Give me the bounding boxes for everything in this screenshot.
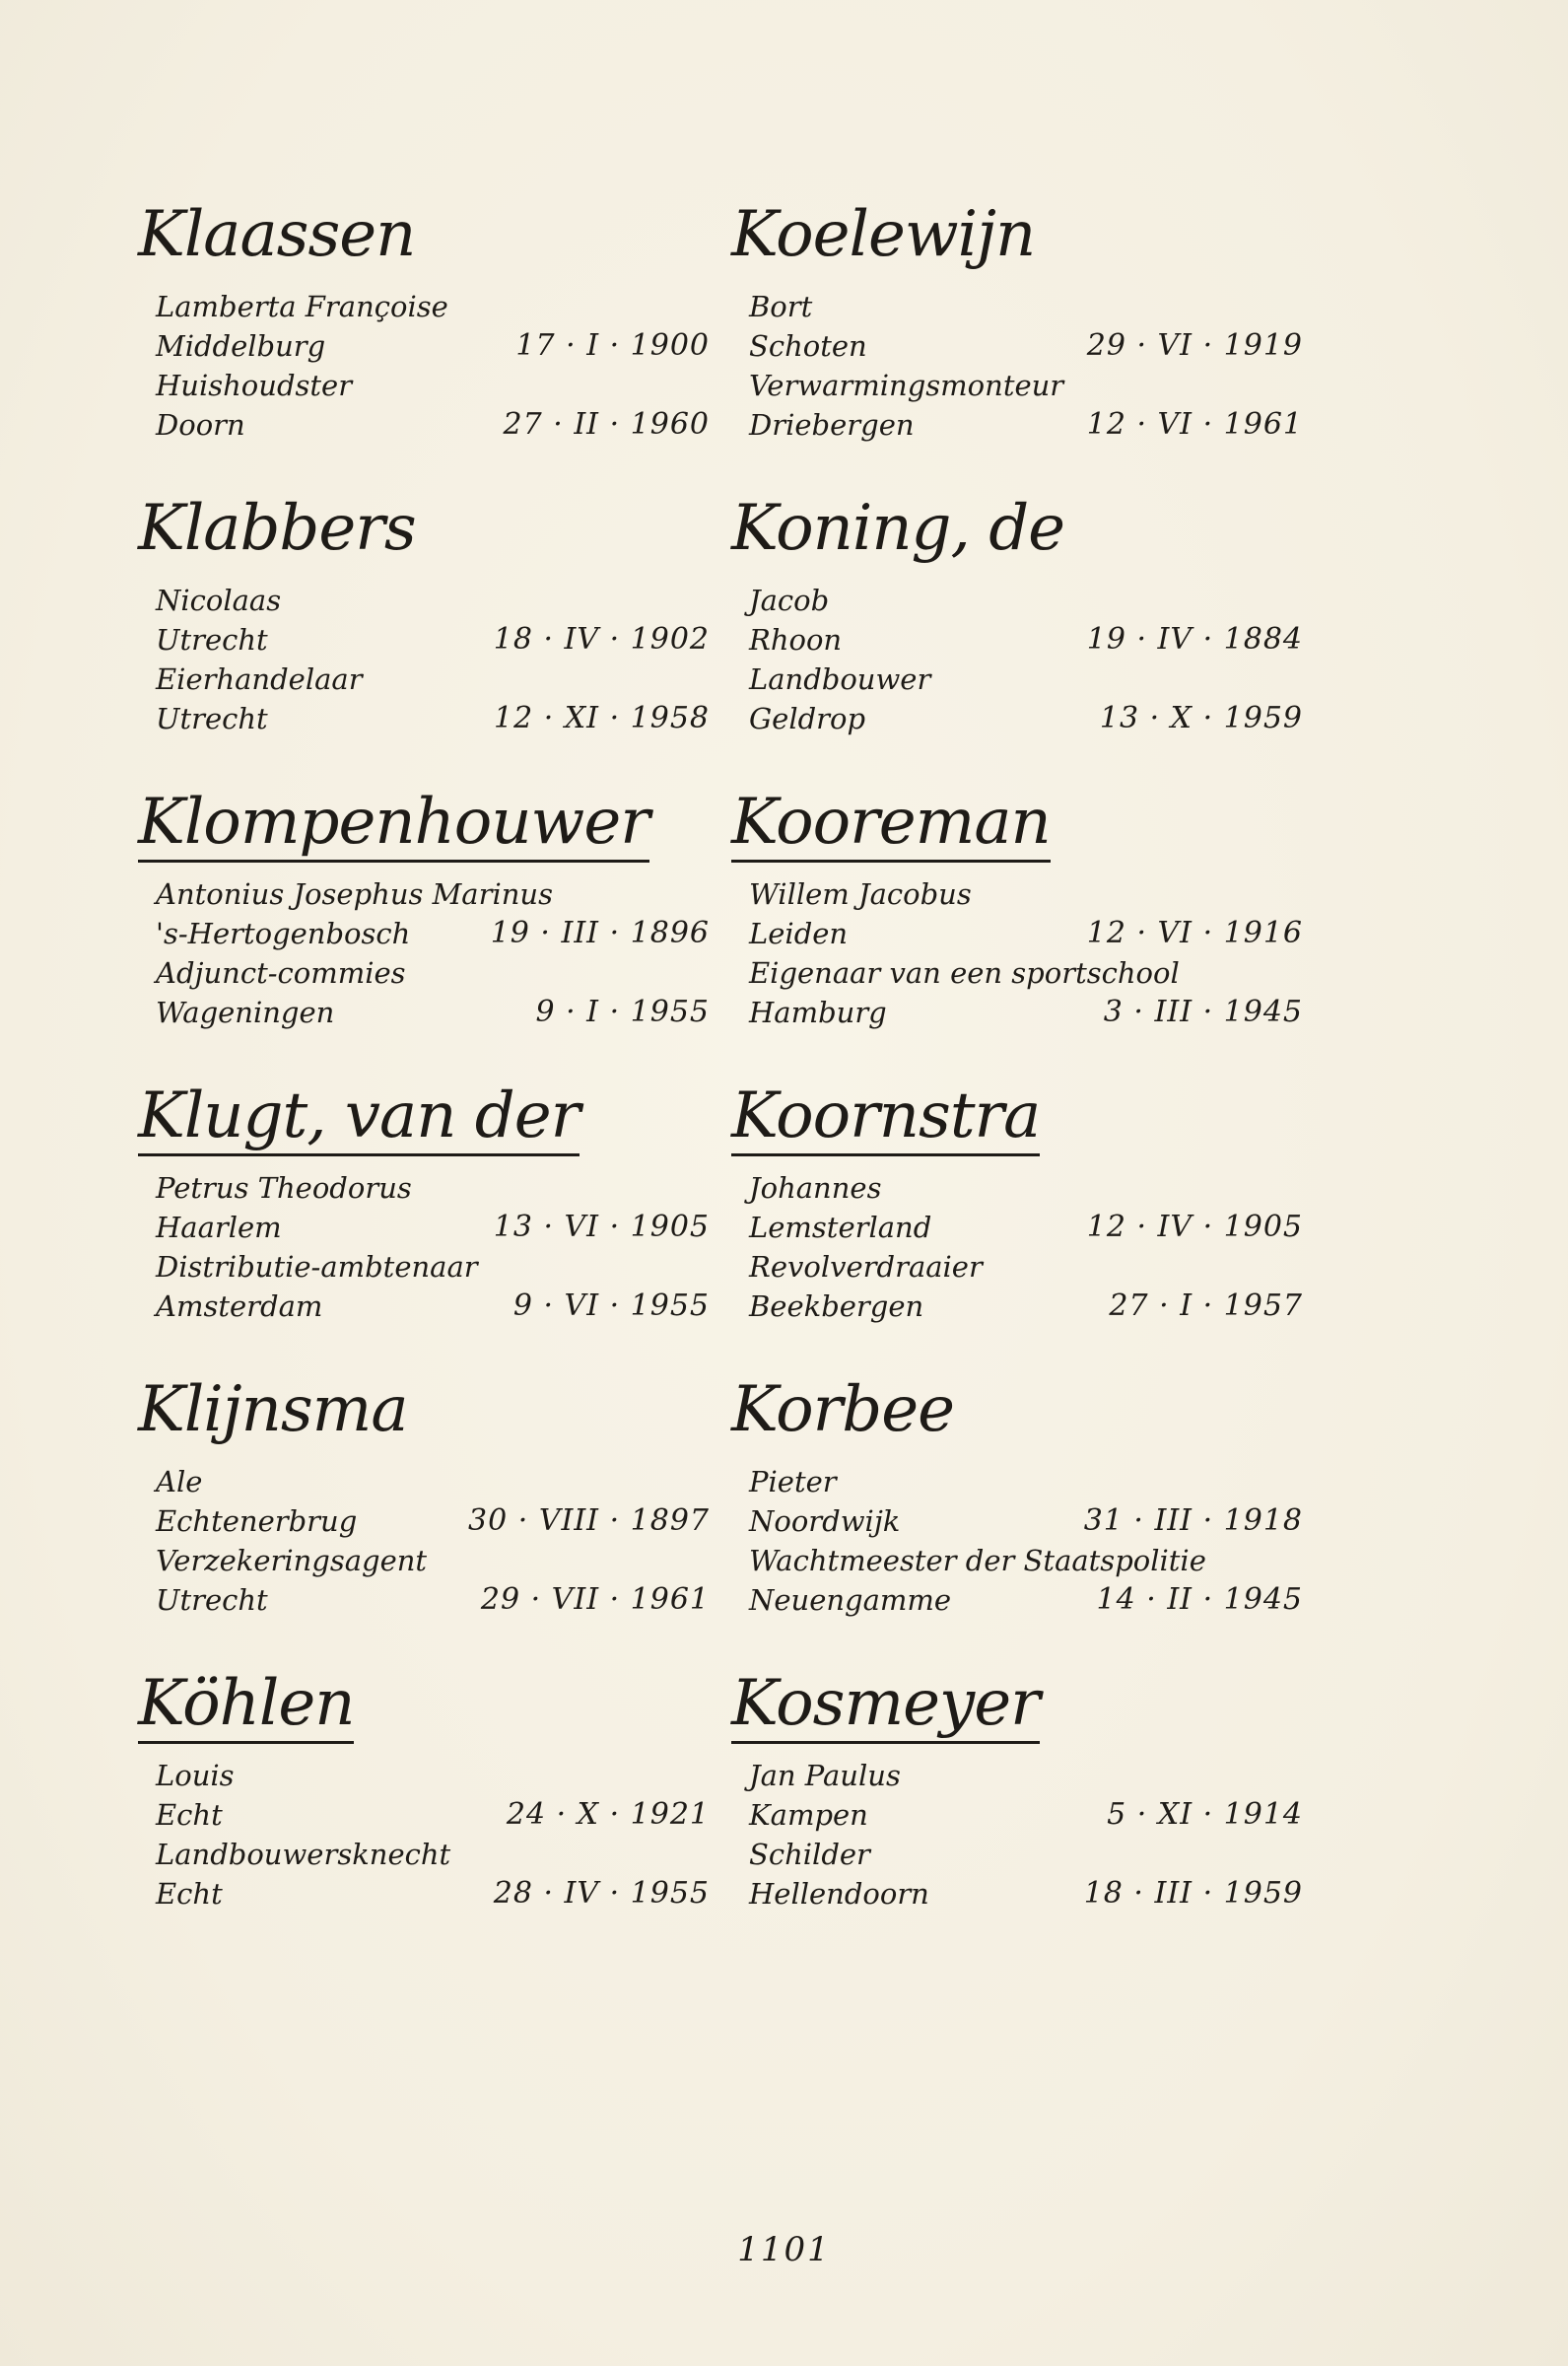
occupation: Adjunct-commies [156, 956, 406, 990]
surname: Kosmeyer [731, 1666, 1040, 1744]
death-line [138, 993, 710, 1032]
death-line [731, 699, 1303, 738]
birth-date: 13 · VI · 1905 [493, 1210, 710, 1244]
first-names: Pieter [749, 1465, 837, 1498]
entry-klijnsma [138, 1372, 710, 1666]
occupation-line [138, 366, 710, 405]
surname: Koning, de [731, 492, 1065, 565]
birth-place: Schoten [749, 329, 867, 363]
birth-place: Echt [156, 1798, 223, 1832]
death-line [138, 1287, 710, 1326]
death-line [731, 1874, 1303, 1914]
birth-line [731, 1501, 1303, 1541]
occupation: Landbouwer [749, 662, 931, 696]
birth-line [731, 326, 1303, 366]
surname: Klompenhouwer [138, 785, 649, 863]
occupation: Verwarmingsmonteur [749, 369, 1064, 402]
first-names: Petrus Theodorus [156, 1171, 412, 1205]
occupation-line [731, 660, 1303, 699]
birth-place: Rhoon [749, 623, 843, 657]
birth-date: 12 · VI · 1916 [1086, 916, 1303, 950]
occupation: Wachtmeester der Staatspolitie [749, 1544, 1206, 1577]
death-place: Echt [156, 1877, 223, 1911]
first-names-line [731, 1168, 1303, 1208]
surname: Klugt, van der [138, 1079, 579, 1156]
entry-klabbers [138, 491, 710, 785]
entry-klompenhouwer [138, 785, 710, 1079]
birth-line [731, 1208, 1303, 1247]
birth-date: 5 · XI · 1914 [1107, 1797, 1303, 1832]
birth-date: 31 · III · 1918 [1083, 1503, 1303, 1538]
death-place: Amsterdam [156, 1289, 323, 1323]
occupation: Eierhandelaar [156, 662, 363, 696]
surname: Koornstra [731, 1079, 1040, 1156]
left-column [138, 197, 710, 1960]
entry-koornstra [731, 1079, 1303, 1372]
death-line [138, 405, 710, 445]
birth-line [731, 620, 1303, 660]
first-names-line [138, 1168, 710, 1208]
death-place: Utrecht [156, 702, 268, 735]
birth-date: 29 · VI · 1919 [1086, 328, 1303, 363]
first-names: Willem Jacobus [749, 877, 972, 911]
birth-place: Lemsterland [749, 1211, 932, 1244]
death-date: 28 · IV · 1955 [493, 1876, 710, 1911]
occupation: Distributie-ambtenaar [156, 1250, 478, 1284]
death-place: Hellendoorn [749, 1877, 929, 1911]
occupation: Landbouwersknecht [156, 1838, 451, 1871]
birth-date: 12 · IV · 1905 [1086, 1210, 1303, 1244]
birth-line [138, 326, 710, 366]
occupation-line [731, 1835, 1303, 1874]
first-names-line [731, 287, 1303, 326]
surname: Klaassen [138, 198, 416, 271]
birth-date: 17 · I · 1900 [515, 328, 710, 363]
occupation: Verzekeringsagent [156, 1544, 428, 1577]
death-date: 9 · VI · 1955 [512, 1288, 710, 1323]
occupation-line [138, 1247, 710, 1287]
occupation: Eigenaar van een sportschool [749, 956, 1180, 990]
first-names: Bort [749, 290, 813, 323]
death-place: Hamburg [749, 996, 887, 1029]
occupation-line [731, 1541, 1303, 1580]
birth-place: Kampen [749, 1798, 868, 1832]
surname: Köhlen [138, 1666, 354, 1744]
first-names: Jacob [749, 584, 830, 617]
first-names-line [731, 874, 1303, 914]
occupation-line [138, 1835, 710, 1874]
birth-line [138, 620, 710, 660]
death-place: Driebergen [749, 408, 915, 442]
death-place: Neuengamme [749, 1583, 952, 1617]
death-line [138, 1874, 710, 1914]
first-names-line [138, 1756, 710, 1795]
first-names: Jan Paulus [749, 1759, 901, 1792]
death-date: 14 · II · 1945 [1096, 1582, 1303, 1617]
first-names: Ale [156, 1465, 203, 1498]
death-date: 27 · II · 1960 [503, 407, 710, 442]
death-line [731, 1580, 1303, 1620]
birth-line [731, 914, 1303, 953]
occupation-line [731, 1247, 1303, 1287]
death-place: Beekbergen [749, 1289, 924, 1323]
first-names-line [731, 581, 1303, 620]
death-line [731, 405, 1303, 445]
first-names: Louis [156, 1759, 235, 1792]
birth-line [138, 1208, 710, 1247]
death-date: 9 · I · 1955 [535, 995, 710, 1029]
death-line [138, 699, 710, 738]
first-names: Johannes [749, 1171, 882, 1205]
occupation-line [731, 953, 1303, 993]
birth-date: 19 · IV · 1884 [1086, 622, 1303, 657]
surname: Korbee [731, 1373, 954, 1446]
birth-place: 's-Hertogenbosch [156, 917, 411, 950]
death-place: Geldrop [749, 702, 866, 735]
first-names-line [138, 287, 710, 326]
occupation: Revolverdraaier [749, 1250, 983, 1284]
birth-place: Middelburg [156, 329, 326, 363]
first-names-line [731, 1756, 1303, 1795]
death-line [731, 1287, 1303, 1326]
surname: Kooreman [731, 785, 1051, 863]
birth-line [731, 1795, 1303, 1835]
birth-place: Utrecht [156, 623, 268, 657]
birth-date: 30 · VIII · 1897 [468, 1503, 710, 1538]
first-names: Antonius Josephus Marinus [156, 877, 553, 911]
birth-place: Noordwijk [749, 1504, 901, 1538]
first-names-line [731, 1462, 1303, 1501]
right-column [731, 197, 1303, 1960]
birth-place: Haarlem [156, 1211, 282, 1244]
death-line [731, 993, 1303, 1032]
occupation: Huishoudster [156, 369, 353, 402]
birth-date: 24 · X · 1921 [506, 1797, 710, 1832]
death-line [138, 1580, 710, 1620]
surname: Klijnsma [138, 1373, 408, 1446]
first-names-line [138, 1462, 710, 1501]
birth-line [138, 1501, 710, 1541]
first-names: Lamberta Françoise [156, 290, 448, 323]
death-place: Doorn [156, 408, 245, 442]
birth-place: Echtenerbrug [156, 1504, 358, 1538]
death-place: Wageningen [156, 996, 335, 1029]
occupation-line [138, 1541, 710, 1580]
occupation: Schilder [749, 1838, 870, 1871]
birth-line [138, 914, 710, 953]
first-names: Nicolaas [156, 584, 282, 617]
surname: Klabbers [138, 492, 416, 565]
death-date: 13 · X · 1959 [1099, 701, 1303, 735]
death-date: 18 · III · 1959 [1083, 1876, 1303, 1911]
occupation-line [138, 953, 710, 993]
death-date: 12 · XI · 1958 [494, 701, 710, 735]
entry-kohlen [138, 1666, 710, 1960]
first-names-line [138, 874, 710, 914]
occupation-line [138, 660, 710, 699]
birth-line [138, 1795, 710, 1835]
occupation-line [731, 366, 1303, 405]
birth-date: 19 · III · 1896 [490, 916, 710, 950]
death-date: 3 · III · 1945 [1103, 995, 1303, 1029]
death-date: 29 · VII · 1961 [480, 1582, 710, 1617]
entry-koelewijn [731, 197, 1303, 491]
page-number: 1101 [737, 2230, 831, 2269]
surname: Koelewijn [731, 198, 1036, 271]
entry-klaassen [138, 197, 710, 491]
entry-klugt-van-der [138, 1079, 710, 1372]
death-date: 27 · I · 1957 [1109, 1288, 1303, 1323]
entry-kooreman [731, 785, 1303, 1079]
birth-date: 18 · IV · 1902 [493, 622, 710, 657]
first-names-line [138, 581, 710, 620]
entry-kosmeyer [731, 1666, 1303, 1960]
entry-koning-de [731, 491, 1303, 785]
death-place: Utrecht [156, 1583, 268, 1617]
death-date: 12 · VI · 1961 [1086, 407, 1303, 442]
entry-korbee [731, 1372, 1303, 1666]
birth-place: Leiden [749, 917, 849, 950]
